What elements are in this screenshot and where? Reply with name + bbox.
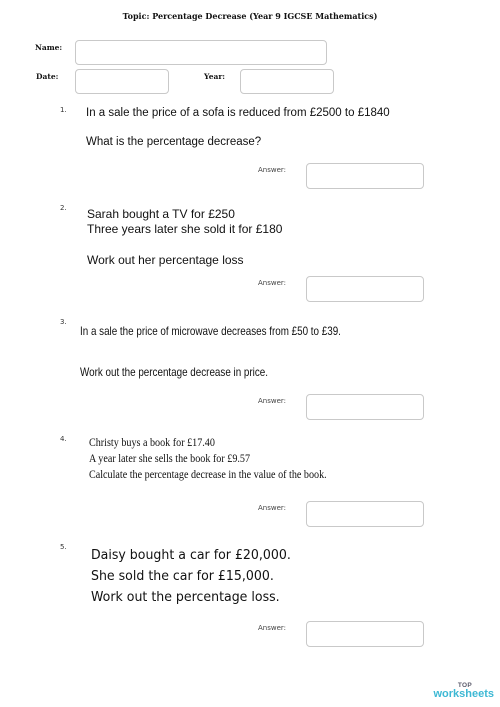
logo-top-text: TOP [457, 681, 472, 689]
question-1-answer-field[interactable] [306, 163, 424, 189]
question-5-line-3: Work out the percentage loss. [91, 589, 280, 605]
question-4-line-1: Christy buys a book for £17.40 [89, 437, 215, 449]
logo-bottom-text: worksheets [433, 688, 494, 700]
topworksheets-logo [433, 683, 494, 701]
question-4-line-3: Calculate the percentage decrease in the value of the book. [89, 469, 327, 481]
year-label: Year: [204, 72, 226, 81]
date-field[interactable] [75, 69, 169, 94]
question-3-number: 3. [60, 318, 67, 326]
question-3-line-1: In a sale the price of microwave decreases from £50 to £39. [80, 324, 341, 338]
question-1-line-2: What is the percentage decrease? [86, 136, 262, 148]
question-1-answer-label: Answer: [258, 166, 287, 174]
question-1-number: 1. [60, 106, 67, 114]
question-5-answer-field[interactable] [306, 621, 424, 647]
question-2-line-1: Sarah bought a TV for £250 [87, 207, 235, 221]
question-2-answer-field[interactable] [306, 276, 424, 302]
question-4-answer-field[interactable] [306, 501, 424, 527]
question-3-answer-label: Answer: [258, 397, 287, 405]
question-2-answer-label: Answer: [258, 279, 287, 287]
question-5-line-2: She sold the car for £15,000. [91, 568, 274, 584]
question-2-line-3: Work out her percentage loss [87, 253, 244, 267]
date-label: Date: [36, 72, 59, 81]
question-5-answer-label: Answer: [258, 624, 287, 632]
question-3-line-2: Work out the percentage decrease in price. [80, 365, 268, 379]
question-4-number: 4. [60, 435, 67, 443]
name-label: Name: [35, 43, 63, 52]
question-5-number: 5. [60, 543, 67, 551]
question-4-line-2: A year later she sells the book for £9.57 [89, 453, 251, 465]
year-field[interactable] [240, 69, 334, 94]
question-1-line-1: In a sale the price of a sofa is reduced from £2500 to £1840 [86, 107, 390, 119]
question-4-answer-label: Answer: [258, 504, 287, 512]
question-2-line-2: Three years later she sold it for £180 [87, 222, 283, 236]
question-2-number: 2. [60, 204, 67, 212]
question-3-answer-field[interactable] [306, 394, 424, 420]
page-title: Topic: Percentage Decrease (Year 9 IGCSE Mathematics) [122, 11, 378, 21]
question-5-line-1: Daisy bought a car for £20,000. [91, 547, 291, 563]
name-field[interactable] [75, 40, 327, 65]
